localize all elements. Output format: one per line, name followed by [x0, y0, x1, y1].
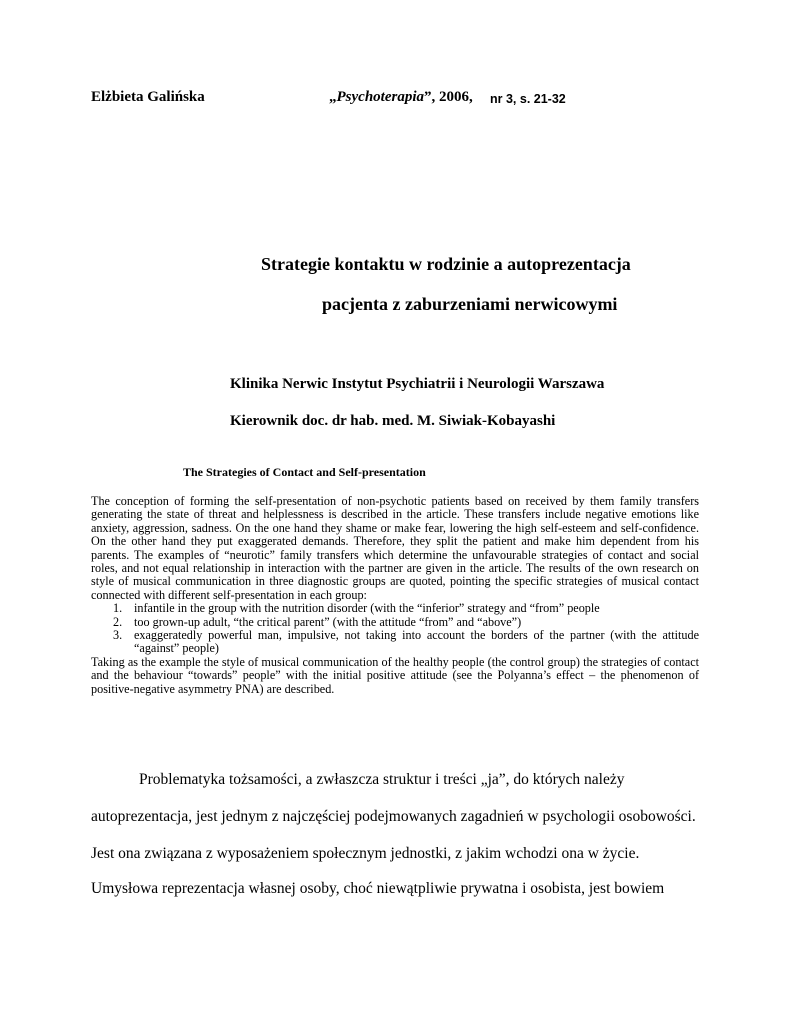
body-text-line: Problematyka tożsamości, a zwłaszcza struktur i treści „ja”, do których należy: [139, 771, 625, 788]
list-item-text: exaggeratedly powerful man, impulsive, not taking into account the borders of the partner (with the attitude “against” people): [134, 628, 699, 656]
list-item: [113, 602, 699, 615]
affiliation-head: Kierownik doc. dr hab. med. M. Siwiak-Kobayashi: [230, 413, 556, 429]
abstract-title: The Strategies of Contact and Self-presentation: [183, 465, 426, 479]
list-item: [113, 629, 699, 656]
abstract: [91, 495, 699, 696]
list-item-number: 1.: [113, 601, 123, 616]
journal-close-quote: ”: [424, 89, 432, 105]
journal-open-quote: „: [329, 89, 337, 105]
journal-issue: nr 3, s. 21-32: [490, 92, 566, 106]
article-title-line-2: pacjenta z zaburzeniami nerwicowymi: [322, 294, 618, 314]
list-item-number: 3.: [113, 628, 123, 643]
abstract-intro: The conception of forming the self-presentation of non-psychotic patients based on received by them family transfers generating the state of threat and helplessness is described in the article. These transfers include negative emotions like anxiety, aggression, sadness. On the one hand they shame or make fear, lowering the high self-esteem and self-confidence. On the other hand they put exaggerated demands. Therefore, they split the patient and make him dependent from his parents. The examples of “neurotic” family transfers which determine the unfavourable strategies of contact and social roles, and not equal relationship in interaction with the partner are given in the article. The results of the own research on style of musical communication in three diagnostic groups are quoted, pointing the specific strategies of musical contact connected with different self-presentation in each group:: [91, 494, 699, 602]
article-title-line-1: Strategie kontaktu w rodzinie a autoprezentacja: [261, 254, 631, 274]
abstract-list: [91, 602, 699, 656]
abstract-closing: Taking as the example the style of musical communication of the healthy people (the control group) the strategies of contact and the behaviour “towards” people” with the initial positive attitude (see the Polyanna’s effect – the phenomenon of positive-negative asymmetry PNA) are described.: [91, 654, 699, 696]
list-item-text: infantile in the group with the nutrition disorder (with the “inferior” strategy and “from” people: [134, 601, 600, 616]
affiliation-institution: Klinika Nerwic Instytut Psychiatrii i Neurologii Warszawa: [230, 376, 605, 392]
list-item-number: 2.: [113, 614, 123, 629]
journal-citation: [329, 89, 473, 106]
list-item-text: too grown-up adult, “the critical parent” (with the attitude “from” and “above”): [134, 614, 522, 629]
author-name: Elżbieta Galińska: [91, 89, 205, 105]
journal-year: , 2006,: [431, 89, 473, 105]
body-text-line: Jest ona związana z wyposażeniem społecznym jednostki, z jakim wchodzi ona w życie.: [91, 845, 640, 862]
list-item: [113, 616, 699, 629]
body-text-line: Umysłowa reprezentacja własnej osoby, choć niewątpliwie prywatna i osobista, jest bowiem: [91, 880, 665, 897]
journal-name: Psychoterapia: [336, 89, 424, 105]
body-text-line: autoprezentacja, jest jednym z najczęściej podejmowanych zagadnień w psychologii osobowości.: [91, 808, 696, 825]
